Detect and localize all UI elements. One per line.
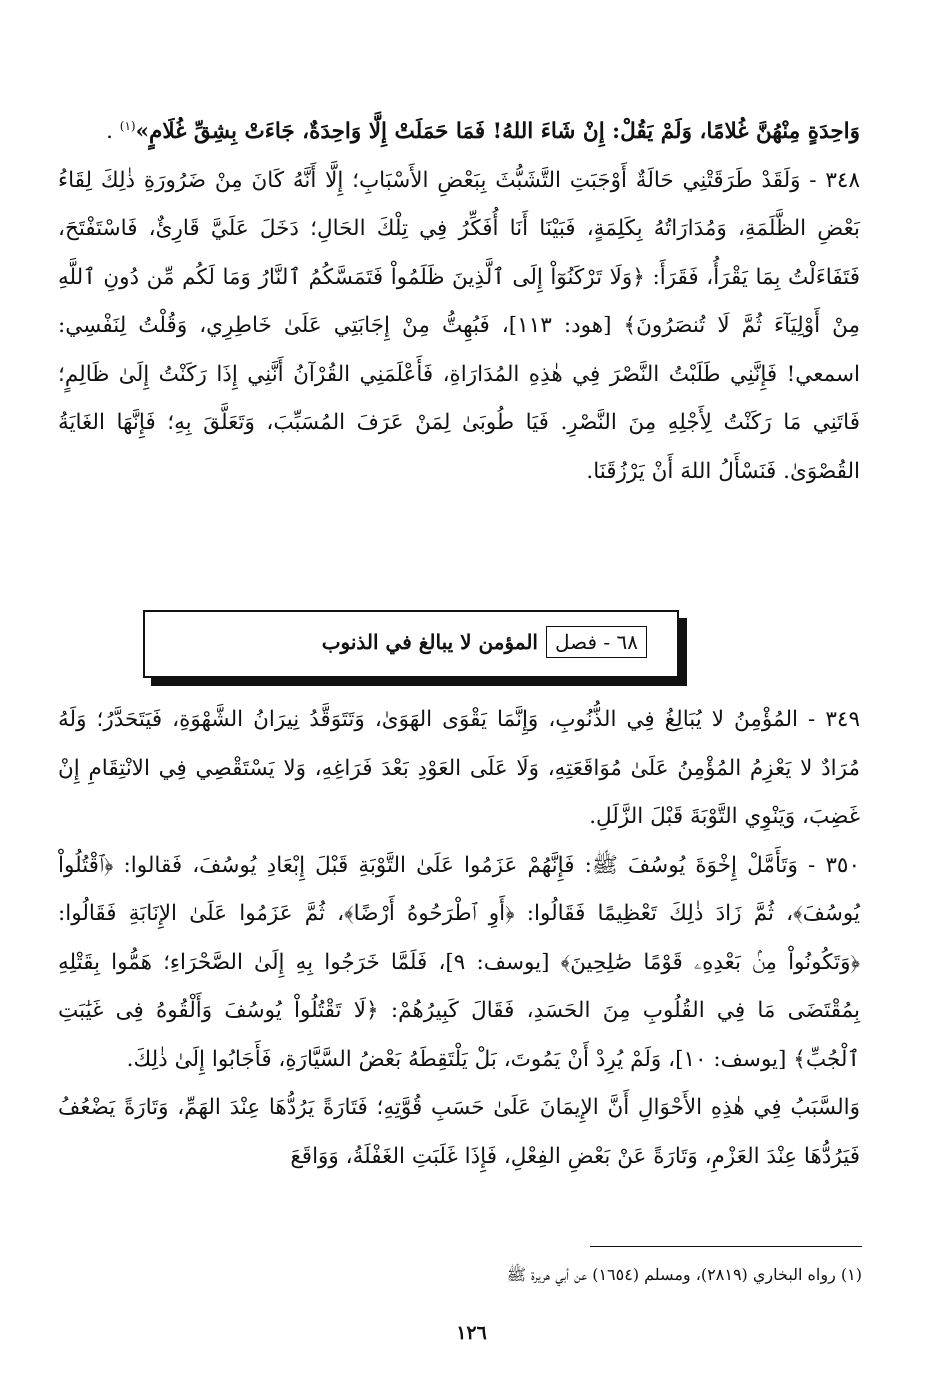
chapter-title: المؤمن لا يبالغ في الذنوب [321,630,538,654]
footnote: (١) رواه البخاري (٢٨١٩)، ومسلم (١٦٥٤) عن أبي هريرة ﷺ [506,1265,862,1284]
text-block-top [58,102,860,496]
footnote-divider [590,1246,862,1247]
paragraph-continuation [58,102,860,157]
footnote-marker: (١) [119,119,136,133]
chapter-label: ٦٨ - فصل [546,626,647,658]
paragraph-last: وَالسَّبَبُ فِي هٰذِهِ الأَحْوَالِ أَنَّ الإِيمَانَ عَلَىٰ حَسَبِ قُوَّتِهِ؛ فَتَارَةً يَرُدُّهَا عِنْدَ الهَمِّ، وَتَارَةً يَضْعُفُ فَيَرُدُّهَا عِنْدَ العَزْمِ، وَتَارَةً عَنْ بَعْضِ الفِعْلِ، فَإِذَا غَلَبَتِ الغَفْلَةُ، وَوَاقَعَ [58,1095,860,1169]
paragraph-350: ٣٥٠ - وَتَأَمَّلْ إِخْوَةَ يُوسُفَ ﷺ: فَإِنَّهُمْ عَزَمُوا عَلَىٰ التَّوْبَةِ قَبْلَ إِبْعَادِ يُوسُفَ، فَقالوا: ﴿ٱقْتُلُواْ يُوسُفَ﴾، ثُمَّ زَادَ ذٰلِكَ تَعْظِيمًا فَقَالُوا: ﴿أَوِ ٱطْرَحُوهُ أَرْضًا﴾، ثُمَّ عَزَمُوا عَلَىٰ الإِنَابَةِ فَقَالُوا: ﴿وَتَكُونُواْ مِنۢ بَعْدِهِۦ قَوْمًا صَٰلِحِينَ﴾ [يوسف: ٩]، فَلَمَّا خَرَجُوا بِهِ إِلَىٰ الصَّحْرَاءِ؛ هَمُّوا بِقَتْلِهِ بِمُقْتَضَى مَا فِي القُلُوبِ مِنَ الحَسَدِ، فَقَالَ كَبِيرُهُمْ: ﴿لَا تَقْتُلُواْ يُوسُفَ وَأَلْقُوهُ فِى غَيَٰبَتِ ٱلْجُبِّ﴾ [يوسف: ١٠]، وَلَمْ يُرِدْ أَنْ يَمُوتَ، بَلْ يَلْتَقِطَهُ بَعْضُ السَّيَّارَةِ، فَأَجَابُوا إِلَىٰ ذٰلِكَ. [58,852,860,1072]
paragraph-348: ٣٤٨ - وَلَقَدْ طَرَقَتْنِي حَالَةٌ أَوْجَبَتِ التَّشَبُّثَ بِبَعْضِ الأَسْبَابِ؛ إِلَّا أَنَّهُ كَانَ مِنْ ضَرُورَةِ ذٰلِكَ لِقَاءُ بَعْضِ الظَّلَمَةِ، وَمُدَارَاتُهُ بِكَلِمَةٍ، فَبَيْنَا أَنَا أُفَكِّرُ فِي تِلْكَ الحَالِ؛ دَخَلَ عَلَيَّ قَارِئٌ، فَاسْتَفْتَحَ، فَتَفَاءَلْتُ بِمَا يَقْرَأُ، فَقَرَأَ: ﴿وَلَا تَرْكَنُوٓاْ إِلَى ٱلَّذِينَ ظَلَمُواْ فَتَمَسَّكُمُ ٱلنَّارُ وَمَا لَكُم مِّن دُونِ ٱللَّهِ مِنْ أَوْلِيَآءَ ثُمَّ لَا تُنصَرُونَ﴾ [هود: ١١٣]، فَبُهِتُّ مِنْ إِجَابَتِي عَلَىٰ خَاطِرِي، وَقُلْتُ لِنَفْسِي: اسمعي! فَإِنَّنِي طَلَبْتُ النَّصْرَ فِي هٰذِهِ المُدَارَاةِ، فَأَعْلَمَنِي القُرْآنُ أَنَّنِي إِذَا رَكَنْتُ إِلَىٰ ظَالِمٍ؛ فَاتَنِي مَا رَكَنْتُ لِأَجْلِهِ مِنَ النَّصْرِ. فَيَا طُوبَىٰ لِمَنْ عَرَفَ المُسَبِّبَ، وَتَعَلَّقَ بِهِ؛ فَإِنَّهَا الغَايَةُ القُصْوَىٰ. فَنَسْأَلُ اللهَ أَنْ يَرْزُقَنَا. [58,167,860,484]
chapter-heading-box [143,610,679,678]
hadith-text: وَاحِدَةٍ مِنْهُنَّ غُلامًا، وَلَمْ يَقُلْ: إِنْ شَاءَ اللهُ! فَمَا حَمَلَتْ إِلَّا وَاحِدَةٌ، جَاءَتْ بِشِقِّ غُلَامٍ» [135,119,860,145]
text-block-bottom [58,696,860,1181]
paragraph-349: ٣٤٩ - المُؤْمِنُ لا يُبَالِغُ فِي الذُّنُوبِ، وَإِنَّمَا يَقْوَى الهَوَىٰ، وَتَتَوَقَّدُ نِيرَانُ الشَّهْوَةِ، فَيَتَحَدَّرُ؛ وَلَهُ مُرَادٌ لا يَعْزِمُ المُؤْمِنُ عَلَىٰ مُوَاقَعَتِهِ، وَلَا عَلَى العَوْدِ بَعْدَ فَرَاغِهِ، وَلا يَسْتَقْصِي فِي الانْتِقَامِ إِنْ غَضِبَ، وَيَنْوِي التَّوْبَةَ قَبْلَ الزَّلَلِ. [58,707,860,829]
sentence-end: . [106,119,113,145]
page-number: ١٢٦ [456,1322,487,1344]
chapter-heading [322,625,647,659]
